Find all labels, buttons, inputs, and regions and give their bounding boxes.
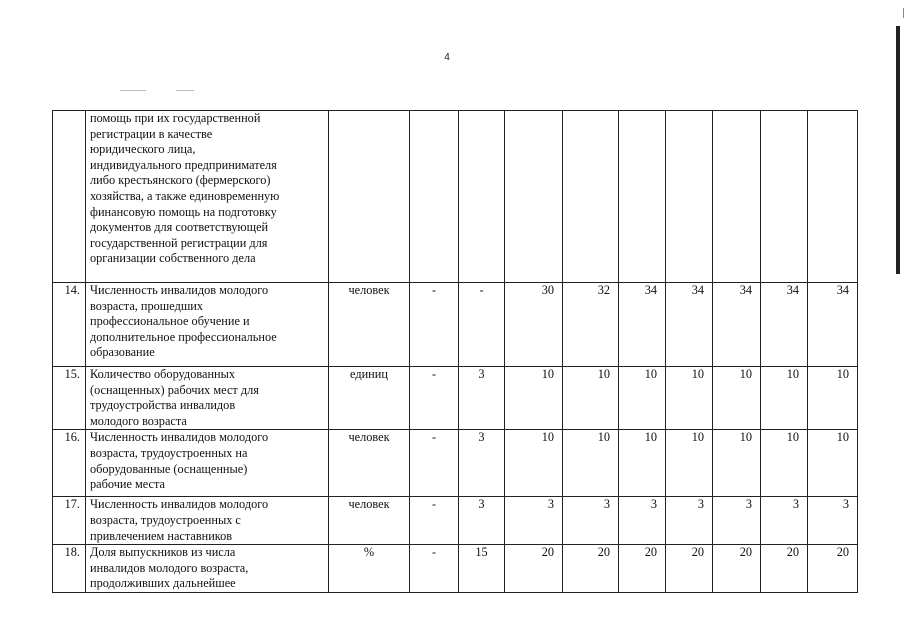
indicator-name-line: трудоустройства инвалидов — [90, 398, 236, 413]
value-cell: - — [459, 283, 505, 367]
indicator-name-line: инвалидов молодого возраста, — [90, 560, 249, 575]
value-cell: 20 — [666, 545, 713, 593]
indicator-name-line: продолживших дальнейшее — [90, 576, 236, 591]
row-number-cell: 16. — [53, 430, 86, 497]
value-cell: 3 — [459, 367, 505, 430]
indicator-name-line: привлечением наставников — [90, 528, 233, 543]
indicator-name-line: возраста, трудоустроенных с — [90, 512, 241, 527]
value-cell: 20 — [619, 545, 666, 593]
row-number-cell: 14. — [53, 283, 86, 367]
indicator-name-line: дополнительное профессиональное — [90, 329, 277, 344]
value-cell: 10 — [619, 430, 666, 497]
value-cell: 3 — [619, 497, 666, 545]
value-cell: 10 — [563, 430, 619, 497]
value-cell: 3 — [505, 497, 563, 545]
value-cell: 10 — [666, 367, 713, 430]
table-row — [53, 367, 858, 430]
value-cell: - — [410, 545, 459, 593]
scan-speck — [176, 90, 194, 91]
indicator-name-line: рабочие места — [90, 477, 165, 492]
indicator-name-line: возраста, прошедших — [90, 298, 204, 313]
indicator-name-line: Численность инвалидов молодого — [90, 283, 269, 297]
value-cell: 34 — [619, 283, 666, 367]
indicator-name-cell — [86, 497, 329, 545]
value-cell: 10 — [713, 367, 761, 430]
value-cell: - — [410, 497, 459, 545]
value-cell — [459, 111, 505, 283]
value-cell: 10 — [505, 430, 563, 497]
indicator-name-line: (оснащенных) рабочих мест для — [90, 382, 259, 397]
value-cell: 30 — [505, 283, 563, 367]
value-cell: 10 — [808, 430, 858, 497]
value-cell: 20 — [808, 545, 858, 593]
value-cell: 15 — [459, 545, 505, 593]
table-body — [53, 111, 858, 593]
indicator-name-line: государственной регистрации для — [90, 235, 268, 250]
value-cell: 3 — [666, 497, 713, 545]
value-cell: 3 — [459, 497, 505, 545]
value-cell: 20 — [563, 545, 619, 593]
value-cell: 34 — [761, 283, 808, 367]
value-cell: 34 — [808, 283, 858, 367]
unit-cell: единиц — [329, 367, 410, 430]
indicator-name-line: возраста, трудоустроенных на — [90, 445, 248, 460]
indicator-name-line: финансовую помощь на подготовку — [90, 204, 277, 219]
indicator-name-cell — [86, 430, 329, 497]
indicator-table — [52, 110, 858, 593]
value-cell: 3 — [459, 430, 505, 497]
value-cell: 10 — [666, 430, 713, 497]
indicator-name-line: помощь при их государственной — [90, 111, 261, 125]
value-cell — [713, 111, 761, 283]
value-cell: 10 — [619, 367, 666, 430]
row-number-cell: 15. — [53, 367, 86, 430]
indicator-name-cell — [86, 545, 329, 593]
value-cell: 10 — [563, 367, 619, 430]
indicator-name-cell — [86, 367, 329, 430]
indicator-name-line: Количество оборудованных — [90, 367, 236, 381]
value-cell: 3 — [563, 497, 619, 545]
indicator-name-line: юридического лица, — [90, 142, 196, 157]
value-cell — [761, 111, 808, 283]
value-cell: - — [410, 367, 459, 430]
scan-edge-tick — [903, 8, 904, 18]
value-cell — [808, 111, 858, 283]
value-cell: 20 — [761, 545, 808, 593]
value-cell: 10 — [505, 367, 563, 430]
table-row — [53, 283, 858, 367]
indicator-name-line: оборудованные (оснащенные) — [90, 461, 248, 476]
unit-cell: человек — [329, 430, 410, 497]
value-cell — [619, 111, 666, 283]
scan-speck — [120, 90, 146, 91]
unit-cell — [329, 111, 410, 283]
table-row — [53, 497, 858, 545]
value-cell: 20 — [713, 545, 761, 593]
indicator-name-line: профессиональное обучение и — [90, 314, 250, 329]
indicator-name-line: организации собственного дела — [90, 251, 256, 266]
indicator-name-line: Доля выпускников из числа — [90, 545, 236, 560]
value-cell: - — [410, 283, 459, 367]
value-cell: 34 — [713, 283, 761, 367]
value-cell: 20 — [505, 545, 563, 593]
value-cell: 3 — [713, 497, 761, 545]
value-cell: 10 — [808, 367, 858, 430]
value-cell: 32 — [563, 283, 619, 367]
indicator-name-cell — [86, 111, 329, 283]
value-cell: 3 — [808, 497, 858, 545]
table-row — [53, 111, 858, 283]
value-cell: 34 — [666, 283, 713, 367]
unit-cell: % — [329, 545, 410, 593]
indicator-name-line: Численность инвалидов молодого — [90, 497, 269, 512]
indicator-name-cell — [86, 283, 329, 367]
row-number-cell: 18. — [53, 545, 86, 593]
indicator-name-line: хозяйства, а также единовременную — [90, 188, 280, 203]
indicator-name-line: Численность инвалидов молодого — [90, 430, 269, 445]
indicator-name-line: регистрации в качестве — [90, 126, 213, 141]
value-cell — [563, 111, 619, 283]
indicator-name-line: образование — [90, 345, 155, 360]
value-cell — [505, 111, 563, 283]
indicator-name-line: документов для соответствующей — [90, 220, 269, 235]
row-number-cell — [53, 111, 86, 283]
page-number: 4 — [444, 52, 450, 63]
indicator-name-line: индивидуального предпринимателя — [90, 157, 277, 172]
value-cell — [666, 111, 713, 283]
unit-cell: человек — [329, 497, 410, 545]
indicator-name-line: молодого возраста — [90, 413, 187, 428]
value-cell: 10 — [713, 430, 761, 497]
value-cell — [410, 111, 459, 283]
scan-edge-bar — [896, 26, 900, 274]
value-cell: 3 — [761, 497, 808, 545]
indicator-name-line: либо крестьянского (фермерского) — [90, 173, 271, 188]
value-cell: 10 — [761, 367, 808, 430]
value-cell: 10 — [761, 430, 808, 497]
table-row — [53, 545, 858, 593]
unit-cell: человек — [329, 283, 410, 367]
value-cell: - — [410, 430, 459, 497]
row-number-cell: 17. — [53, 497, 86, 545]
table-row — [53, 430, 858, 497]
